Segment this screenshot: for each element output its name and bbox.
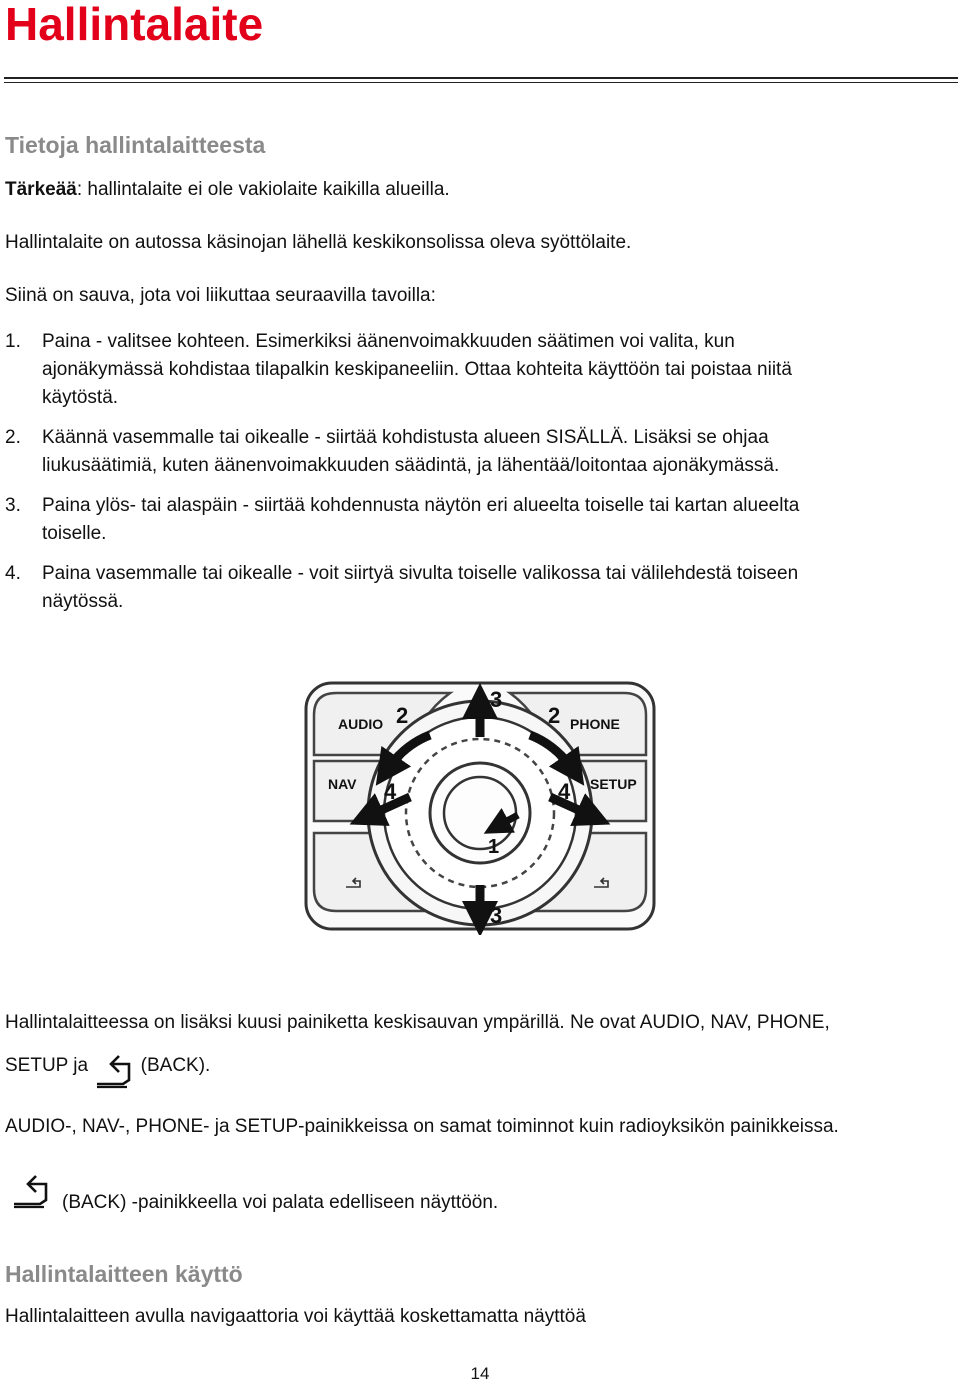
list-item-line: toiselle. xyxy=(42,523,107,544)
buttons-paragraph-cont xyxy=(5,1042,955,1090)
list-item-line: Paina - valitsee kohteen. Esimerkiksi äänenvoimakkuuden säätimen voi valita, kun xyxy=(42,331,735,352)
back-text: (BACK). xyxy=(140,1055,211,1076)
functions-paragraph: AUDIO-, NAV-, PHONE- ja SETUP-painikkeissa on samat toiminnot kuin radioyksikön painikkeissa. xyxy=(5,1116,839,1137)
back-icon xyxy=(10,1170,52,1210)
title-rule xyxy=(4,77,958,79)
section-heading-about: Tietoja hallintalaitteesta xyxy=(5,132,266,158)
back-icon-large xyxy=(10,1170,52,1210)
list-item-line: Paina ylös- tai alaspäin - siirtää kohdennusta näytön eri alueelta toiselle tai kartan alueelta xyxy=(42,495,800,516)
setup-text: SETUP ja xyxy=(5,1055,89,1076)
joystick-paragraph: Siinä on sauva, jota voi liikuttaa seuraavilla tavoilla: xyxy=(5,285,436,306)
list-item-number: 3. xyxy=(5,495,21,516)
list-item-line: Paina vasemmalle tai oikealle - voit siirtyä sivulta toiselle valikossa tai välilehdestä toiseen xyxy=(42,563,799,584)
list-item-number: 4. xyxy=(5,563,21,584)
buttons-paragraph: Hallintalaitteessa on lisäksi kuusi painiketta keskisauvan ympärillä. Ne ovat AUDIO, NAV, PHONE, xyxy=(5,1012,830,1033)
marker-2-right: 2 xyxy=(548,703,561,728)
marker-3-top: 3 xyxy=(490,687,503,712)
audio-label: AUDIO xyxy=(338,716,384,732)
page-title: Hallintalaite xyxy=(5,0,264,50)
phone-label: PHONE xyxy=(570,716,620,732)
list-item-line: liukusäätimiä, kuten äänenvoimakkuuden säädintä, ja lähentää/loitontaa ajonäkymässä. xyxy=(42,455,780,476)
marker-3-bottom: 3 xyxy=(490,903,503,928)
marker-4-right: 4 xyxy=(558,779,571,804)
marker-1: 1 xyxy=(488,836,500,858)
page-number: 14 xyxy=(470,1364,490,1383)
list-item-line: ajonäkymässä kohdistaa tilapalkin keskipaneeliin. Ottaa kohteita käyttöön tai poistaa niitä xyxy=(42,359,792,380)
list-item-line: käytöstä. xyxy=(42,387,119,408)
title-rule-thin xyxy=(4,82,958,83)
setup-label: SETUP xyxy=(590,776,637,792)
list-item-number: 2. xyxy=(5,427,21,448)
list-item-line: Käännä vasemmalle tai oikealle - siirtää kohdistusta alueen SISÄLLÄ. Lisäksi se ohjaa xyxy=(42,427,769,448)
intro-paragraph: Hallintalaite on autossa käsinojan lähellä keskikonsolissa oleva syöttölaite. xyxy=(5,232,632,253)
usage-paragraph: Hallintalaitteen avulla navigaattoria voi käyttää koskettamatta näyttöä xyxy=(5,1306,586,1327)
marker-4-left: 4 xyxy=(384,779,397,804)
back-icon xyxy=(93,1050,135,1090)
important-note xyxy=(5,176,955,204)
list-item-number: 1. xyxy=(5,331,21,352)
controller-diagram xyxy=(300,675,660,935)
section-heading-usage: Hallintalaitteen käyttö xyxy=(5,1261,243,1287)
nav-label: NAV xyxy=(328,776,357,792)
list-item-line: näytössä. xyxy=(42,591,124,612)
marker-2-left: 2 xyxy=(396,703,409,728)
important-label: Tärkeää xyxy=(5,179,77,200)
back-paragraph: (BACK) -painikkeella voi palata edelliseen näyttöön. xyxy=(62,1192,499,1213)
important-text: : hallintalaite ei ole vakiolaite kaikilla alueilla. xyxy=(76,179,450,200)
